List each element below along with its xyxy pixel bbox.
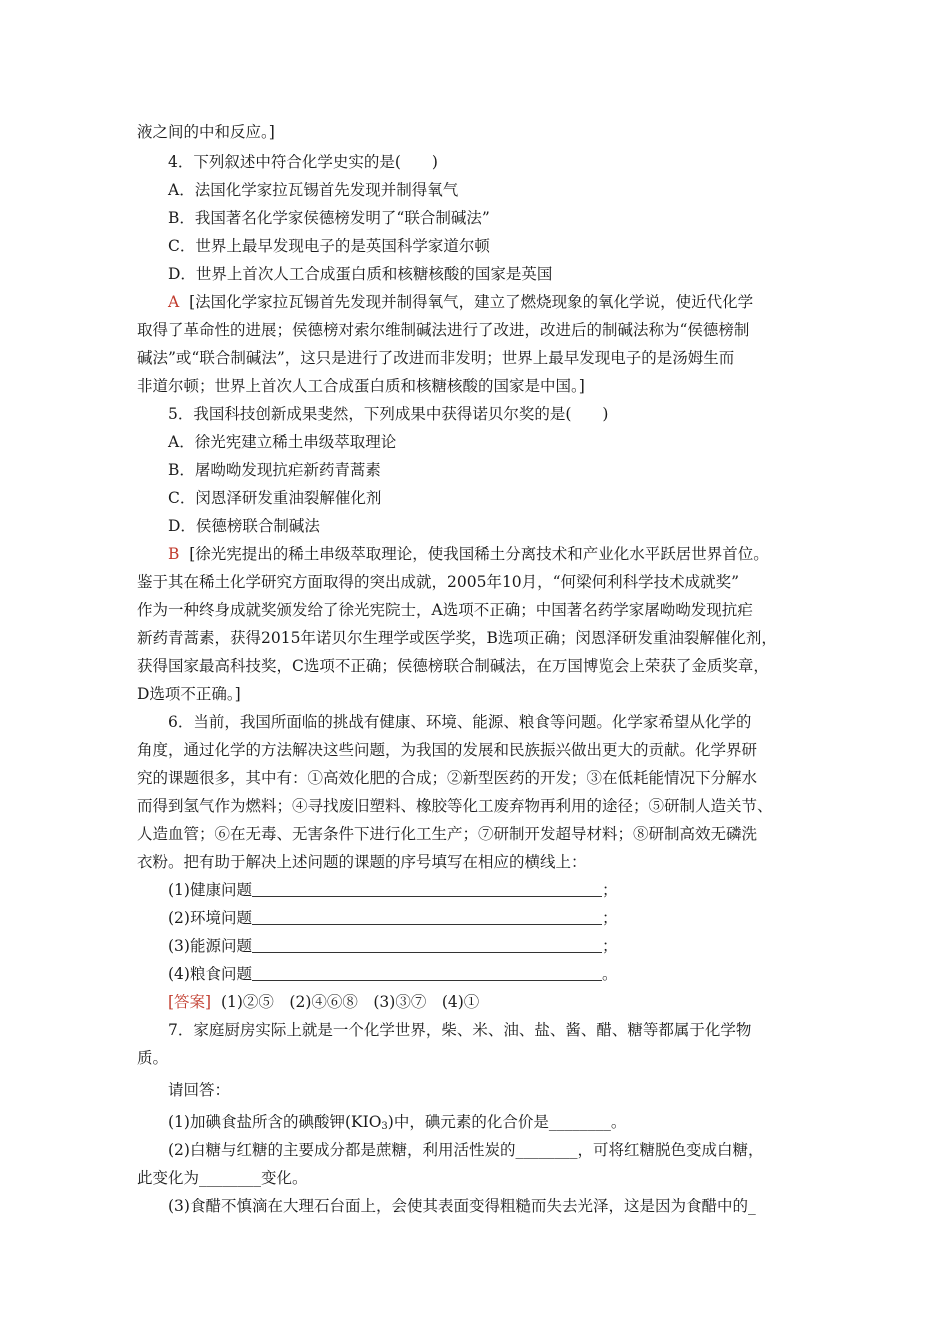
- answer-tag: [答案]: [168, 993, 212, 1011]
- sub-question-3: (3)食醋不慎滴在大理石台面上，会使其表面变得粗糙而失去光泽，这是因为食醋中的_: [168, 1197, 756, 1215]
- answer-blank: [252, 909, 602, 925]
- sub-question-2: (2)白糖与红糖的主要成分都是蔗糖，利用活性炭的________，可将红糖脱色变成白糖，: [168, 1141, 764, 1159]
- text-line: 新药青蒿素，获得2015年诺贝尔生理学或医学奖，B选项正确；闵恩泽研发重油裂解催化剂，: [137, 629, 777, 647]
- answer-blank: [252, 965, 602, 981]
- text-line: 质。: [137, 1049, 169, 1067]
- option-b: B．屠呦呦发现抗疟新药青蒿素: [168, 461, 381, 479]
- sub-question-1: (1)加碘食盐所含的碘酸钾$(KIO_3)$中，碘元素的化合价是________。: [168, 1113, 627, 1132]
- fill-item-1: (1)健康问题 ；: [168, 881, 618, 899]
- text-line: 碱法”或“联合制碱法”，这只是进行了改进而非发明；世界上最早发现电子的是汤姆生而: [137, 349, 735, 367]
- text-line: 非道尔顿；世界上首次人工合成蛋白质和核糖核酸的国家是中国。]: [137, 377, 585, 395]
- option-c: C．闵恩泽研发重油裂解催化剂: [168, 489, 382, 507]
- explanation-4: A [法国化学家拉瓦锡首先发现并制得氧气，建立了燃烧现象的氧化学说，使近代化学: [168, 293, 754, 311]
- answer-letter: B: [168, 545, 180, 563]
- text-line: 获得国家最高科技奖，C选项不正确；侯德榜联合制碱法，在万国博览会上荣获了金质奖章，: [137, 657, 769, 675]
- question-6: 6．当前，我国所面临的挑战有健康、环境、能源、粮食等问题。化学家希望从化学的: [168, 713, 752, 731]
- answer-6: [答案] (1)②⑤ (2)④⑥⑧ (3)③⑦ (4)①: [168, 993, 480, 1011]
- option-a: A．徐光宪建立稀土串级萃取理论: [168, 433, 397, 451]
- question-7: 7．家庭厨房实际上就是一个化学世界，柴、米、油、盐、酱、醋、糖等都属于化学物: [168, 1021, 752, 1039]
- question-5: 5．我国科技创新成果斐然，下列成果中获得诺贝尔奖的是( ): [168, 405, 609, 423]
- answer-letter: A: [168, 293, 180, 311]
- text-line: 此变化为________变化。: [137, 1169, 308, 1187]
- option-d: D．世界上首次人工合成蛋白质和核糖核酸的国家是英国: [168, 265, 553, 283]
- text-line: 取得了革命性的进展；侯德榜对索尔维制碱法进行了改进，改进后的制碱法称为“侯德榜制: [137, 321, 750, 339]
- text-line: 作为一种终身成就奖颁发给了徐光宪院士，A选项不正确；中国著名药学家屠呦呦发现抗疟: [137, 601, 753, 619]
- option-a: A．法国化学家拉瓦锡首先发现并制得氧气: [168, 181, 459, 199]
- text-line: 请回答：: [168, 1081, 231, 1099]
- fill-item-2: (2)环境问题 ；: [168, 909, 618, 927]
- text-line: 角度，通过化学的方法解决这些问题，为我国的发展和民族振兴做出更大的贡献。化学界研: [137, 741, 758, 759]
- text-line: 鉴于其在稀土化学研究方面取得的突出成就，2005年10月，“何梁何利科学技术成就奖”: [137, 573, 740, 591]
- question-4: 4．下列叙述中符合化学史实的是( ): [168, 153, 438, 171]
- explanation-5: B [徐光宪提出的稀土串级萃取理论，使我国稀土分离技术和产业化水平跃居世界首位。: [168, 545, 769, 563]
- fill-item-3: (3)能源问题 ；: [168, 937, 618, 955]
- text-line: 衣粉。把有助于解决上述问题的课题的序号填写在相应的横线上：: [137, 853, 587, 871]
- answer-blank: [252, 937, 602, 953]
- fill-item-4: (4)粮食问题 。: [168, 965, 618, 983]
- option-d: D．侯德榜联合制碱法: [168, 517, 320, 535]
- text-line: 而得到氢气作为燃料；④寻找废旧塑料、橡胶等化工废弃物再利用的途径；⑤研制人造关节、: [137, 797, 773, 815]
- text-line: 液之间的中和反应。]: [137, 123, 275, 141]
- text-line: D选项不正确。]: [137, 685, 241, 703]
- option-c: C．世界上最早发现电子的是英国科学家道尔顿: [168, 237, 490, 255]
- text-line: 人造血管；⑥在无毒、无害条件下进行化工生产；⑦研制开发超导材料；⑧研制高效无磷洗: [137, 825, 758, 843]
- option-b: B．我国著名化学家侯德榜发明了“联合制碱法”: [168, 209, 490, 227]
- text-line: 究的课题很多，其中有：①高效化肥的合成；②新型医药的开发；③在低耗能情况下分解水: [137, 769, 758, 787]
- answer-blank: [252, 881, 602, 897]
